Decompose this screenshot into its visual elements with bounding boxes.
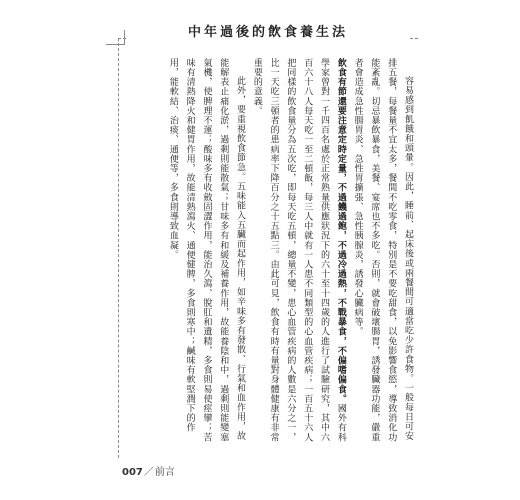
section-name: 前言 bbox=[154, 467, 175, 478]
paragraph-2-body: 國外有科學家曾對一千四百名處於正常熟量供應狀況下的六十至十四歲的人進行了試驗研究，其中六百六十八人每天吃一至二頓飯，每三人中就有一人患不同類型的心血管疾病；一百五十六人把同樣的飲食量分為五次吃，即每天吃五頓，總量不變，患心血管疾病的人數是六分之一，比一天吃三頓者的患病率下降百分之十五點三。由此可見，飲食有時有量對身體健康有非常重要的意義。 bbox=[251, 58, 346, 442]
paragraph-1: 容易感到飢餓和頭暈。因此，睡前、起床後或兩餐間可適當吃少許食物。一般每日可安排五餐，每餐量不宜太多，餐間不吃零食，特別是不要吃甜食，以免影響食慾，導致消化功能紊亂。切忌暴飲暴食，美餐、宴席也不多吃。否則，就會破壞腸胃，誘發臟器功能，嚴重者會造成急性腸胃炎、急性胃擴張、急性胰腺炎，誘發心臟病等。 bbox=[352, 58, 413, 442]
paragraph-3: 此外，要重視飲食節急。五味能入五臟而起作用，如辛味多有發散、行氣和血作用，故能解表止痛化淤，過剩則能散氣；甘味多有和緩及補養作用，故能養陰和中，過剩則能變塞氣機，使脾理不運；酸味多有收斂固澀作用，能治久瀉、脫肛和遺精，多食則易使痙攣；苦味有清熱降火和健胃作用，故能清熱瀉火、通便健脾，多食則寒中；鹹味有軟堅潤下的作用，能軟結、治痰、通便等，多食則導致血凝。 bbox=[167, 58, 246, 442]
corner-decoration bbox=[106, 30, 125, 45]
paragraph-2 bbox=[248, 58, 349, 442]
left-margin-rule bbox=[118, 38, 120, 458]
running-header-title: 中年過後的飲食養生法 bbox=[128, 22, 408, 44]
body-text bbox=[148, 58, 416, 442]
footer-separator: ／ bbox=[143, 467, 154, 478]
page-footer bbox=[122, 465, 175, 481]
page-number: 007 bbox=[122, 467, 143, 478]
emphasis-text: 飲食有節還要注意定時定量，不過饑過飽，不過冷過熱，不戰暴食，不偏嗜偏食。 bbox=[335, 58, 346, 404]
